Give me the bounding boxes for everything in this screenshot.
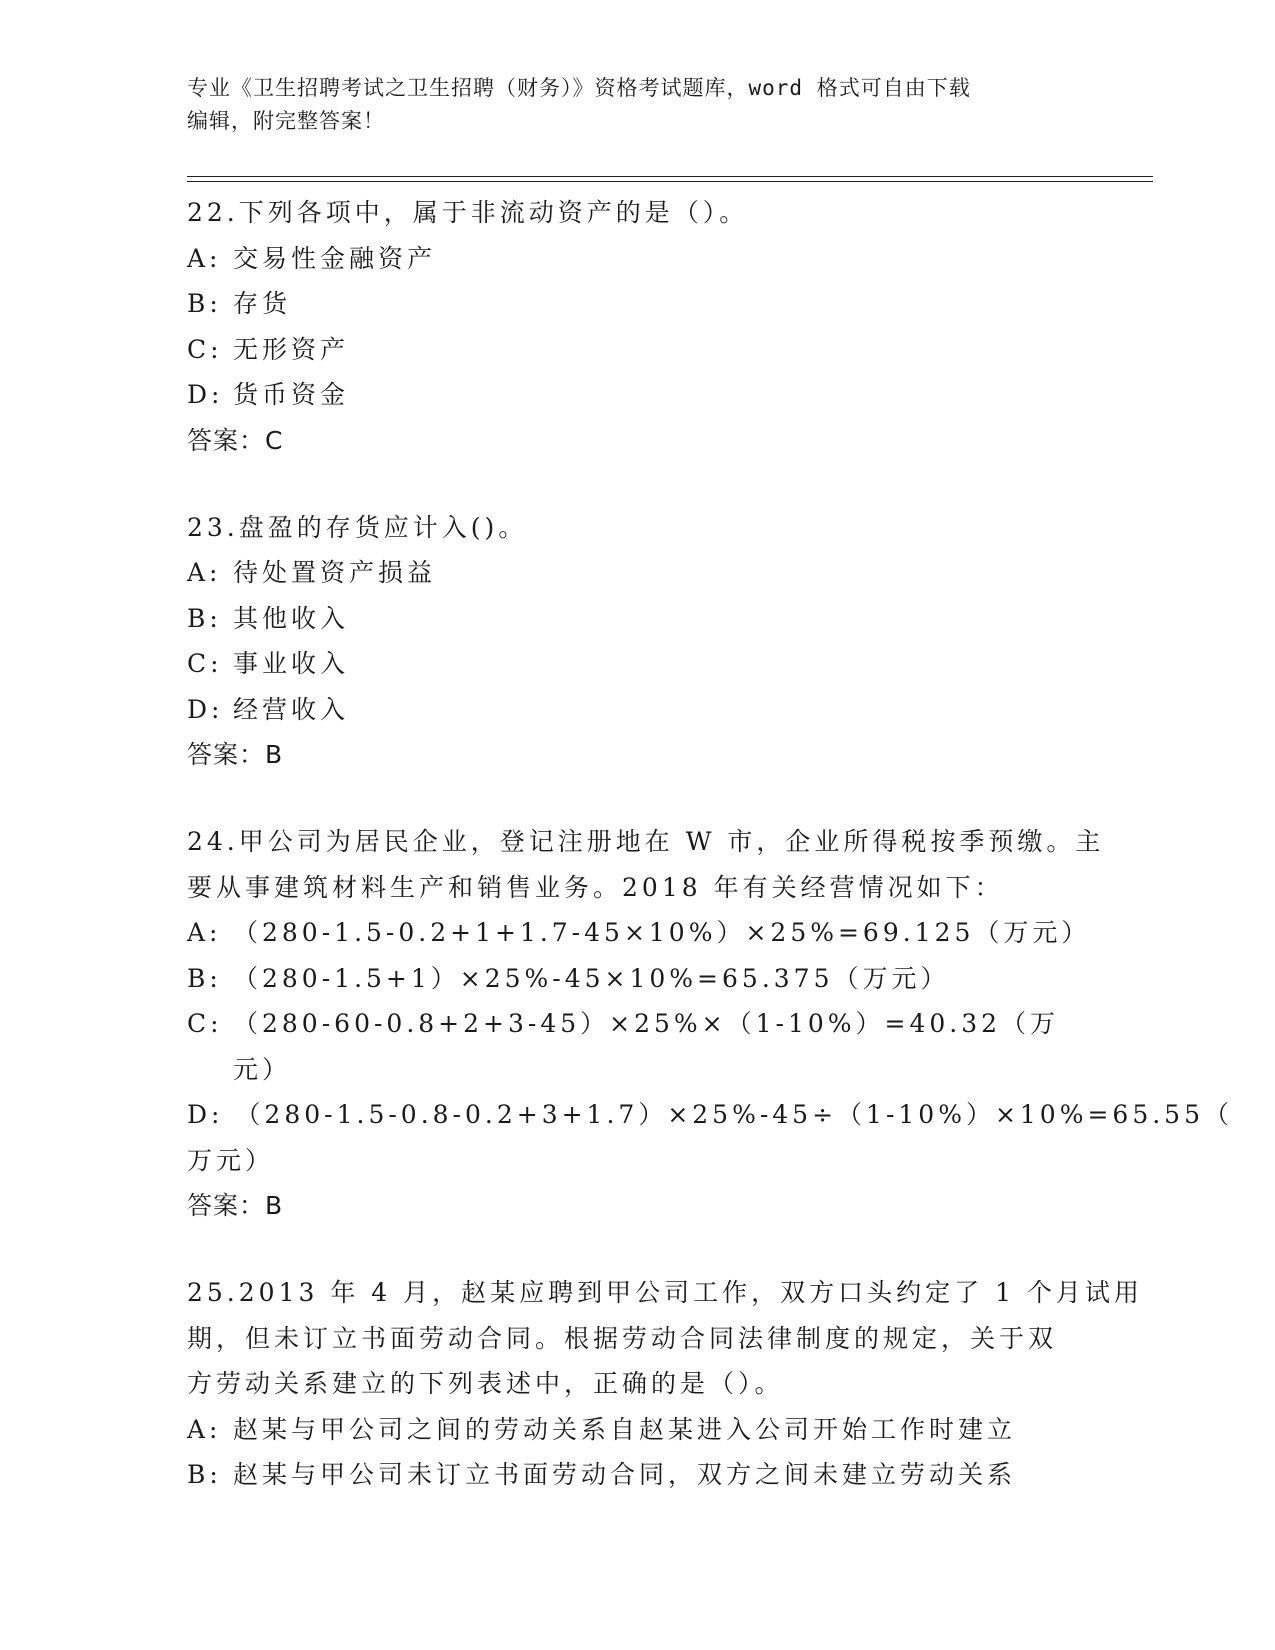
question-stem-line: 24.甲公司为居民企业，登记注册地在 W 市，企业所得税按季预缴。主 [187, 827, 1105, 856]
option-key: A: [187, 558, 222, 587]
option-c [187, 1001, 1087, 1092]
option-text: 无形资产 [233, 334, 350, 364]
option-c [187, 327, 1087, 373]
option-key: B: [187, 1460, 222, 1489]
option-d [187, 687, 1087, 733]
header-line-2: 编辑，附完整答案！ [187, 109, 385, 133]
option-d [187, 372, 1087, 418]
option-key: B: [187, 963, 222, 993]
option-a [187, 236, 1087, 282]
option-text: 事业收入 [233, 649, 350, 678]
question-stem: 23.盘盈的存货应计入()。 [187, 512, 528, 542]
option-a [187, 1407, 1087, 1453]
option-key: A: [187, 243, 222, 273]
option-b [187, 596, 1087, 642]
question-25 [187, 1270, 1143, 1498]
option-d-continuation: 万元） [187, 1145, 275, 1175]
question-stem: 22.下列各项中，属于非流动资产的是（）。 [187, 198, 749, 227]
answer-line: 答案：C [187, 425, 284, 455]
option-text: 交易性金融资产 [233, 243, 437, 273]
document-header [187, 72, 1067, 138]
question-stem-line: 方劳动关系建立的下列表述中，正确的是（）。 [187, 1369, 784, 1398]
option-key: A: [187, 1414, 222, 1444]
option-a [187, 910, 1091, 956]
option-key: C: [187, 649, 223, 678]
option-key: B: [187, 289, 222, 318]
option-text: 赵某与甲公司之间的劳动关系自赵某进入公司开始工作时建立 [233, 1414, 1017, 1444]
option-text: （280-1.5-0.8-0.2+3+1.7）×25%-45÷（1-10%）×10%=65.55（ [235, 1100, 1233, 1129]
header-divider-top [187, 176, 1153, 177]
option-text: 存货 [233, 289, 292, 318]
option-d [187, 1092, 1233, 1138]
question-stem-line: 25.2013 年 4 月，赵某应聘到甲公司工作，双方口头约定了 1 个月试用 [187, 1278, 1143, 1307]
question-23 [187, 505, 1087, 778]
option-text: （280-60-0.8+2+3-45）×25%×（1-10%）=40.32（万元） [233, 1009, 1060, 1084]
option-b [187, 281, 1087, 327]
option-key: D: [187, 380, 224, 409]
question-stem-line: 要从事建筑材料生产和销售业务。2018 年有关经营情况如下： [187, 872, 1004, 902]
option-text: 待处置资产损益 [233, 558, 437, 587]
option-text: 其他收入 [233, 603, 350, 633]
answer-line: 答案：B [187, 740, 284, 769]
option-text: 经营收入 [233, 694, 350, 724]
option-key: B: [187, 603, 222, 633]
option-text: （280-1.5+1）×25%-45×10%=65.375（万元） [233, 963, 950, 993]
header-divider-bottom [187, 181, 1153, 182]
question-24 [187, 819, 1233, 1228]
header-line-1: 专业《卫生招聘考试之卫生招聘（财务）》资格考试题库，word 格式可自由下载 [187, 76, 971, 100]
option-text: 货币资金 [233, 380, 350, 409]
option-key: D: [187, 1100, 224, 1129]
option-key: C: [187, 1009, 223, 1038]
option-key: C: [187, 334, 223, 364]
option-c [187, 641, 1087, 687]
option-key: A: [187, 918, 222, 947]
option-b [187, 956, 1087, 1002]
option-text: 赵某与甲公司未订立书面劳动合同，双方之间未建立劳动关系 [233, 1460, 1017, 1489]
option-a [187, 550, 1087, 596]
option-key: D: [187, 694, 224, 724]
question-stem-line: 期，但未订立书面劳动合同。根据劳动合同法律制度的规定，关于双 [187, 1323, 1058, 1353]
option-text: （280-1.5-0.2+1+1.7-45×10%）×25%=69.125（万元） [233, 918, 1091, 947]
option-b [187, 1452, 1087, 1498]
question-22 [187, 190, 1087, 463]
answer-line: 答案：B [187, 1191, 284, 1220]
question-list [187, 190, 1233, 1540]
